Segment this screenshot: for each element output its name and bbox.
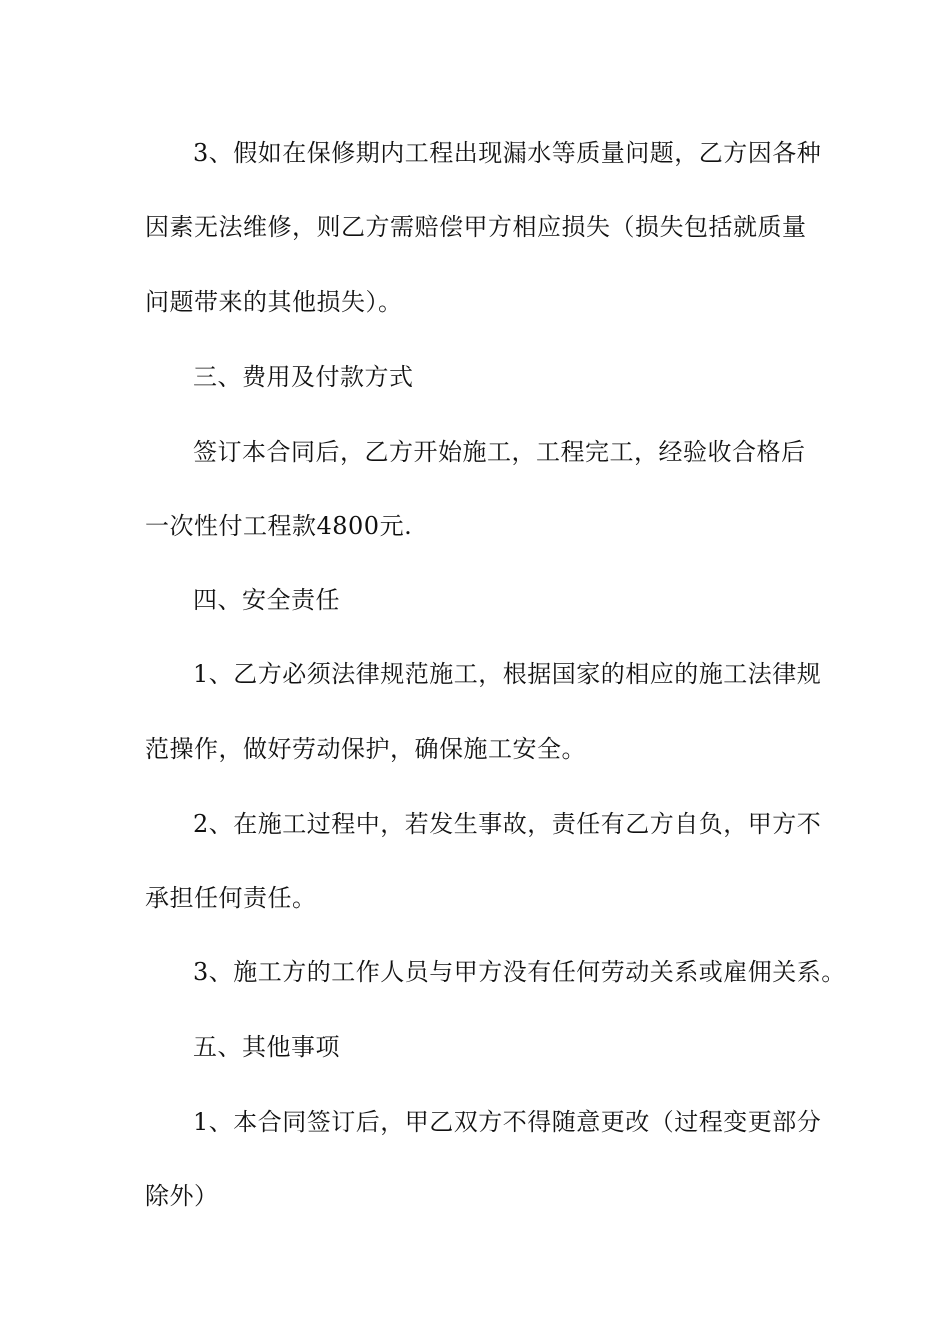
section-heading-other: 五、其他事项 xyxy=(193,1033,340,1061)
safety-clause-2-line-2: 承担任何责任。 xyxy=(145,884,317,912)
safety-clause-2-line-1: 2、在施工过程中，若发生事故，责任有乙方自负，甲方不 xyxy=(193,810,822,838)
section-heading-safety: 四、安全责任 xyxy=(193,586,340,614)
safety-clause-1-line-2: 范操作，做好劳动保护，确保施工安全。 xyxy=(145,735,586,763)
clause-3-warranty-line-2: 因素无法维修，则乙方需赔偿甲方相应损失（损失包括就质量 xyxy=(145,213,807,241)
payment-paragraph-line-2: 一次性付工程款4800元. xyxy=(145,512,413,540)
payment-paragraph-line-1: 签订本合同后，乙方开始施工，工程完工，经验收合格后 xyxy=(193,438,806,466)
clause-3-warranty-line-1: 3、假如在保修期内工程出现漏水等质量问题，乙方因各种 xyxy=(193,139,822,167)
clause-3-warranty-line-3: 问题带来的其他损失）。 xyxy=(145,288,403,316)
other-clause-1-line-2: 除外） xyxy=(145,1182,219,1210)
section-heading-payment: 三、费用及付款方式 xyxy=(193,363,414,391)
safety-clause-3: 3、施工方的工作人员与甲方没有任何劳动关系或雇佣关系。 xyxy=(193,958,846,986)
safety-clause-1-line-1: 1、乙方必须法律规范施工，根据国家的相应的施工法律规 xyxy=(193,660,822,688)
other-clause-1-line-1: 1、本合同签订后，甲乙双方不得随意更改（过程变更部分 xyxy=(193,1108,822,1136)
